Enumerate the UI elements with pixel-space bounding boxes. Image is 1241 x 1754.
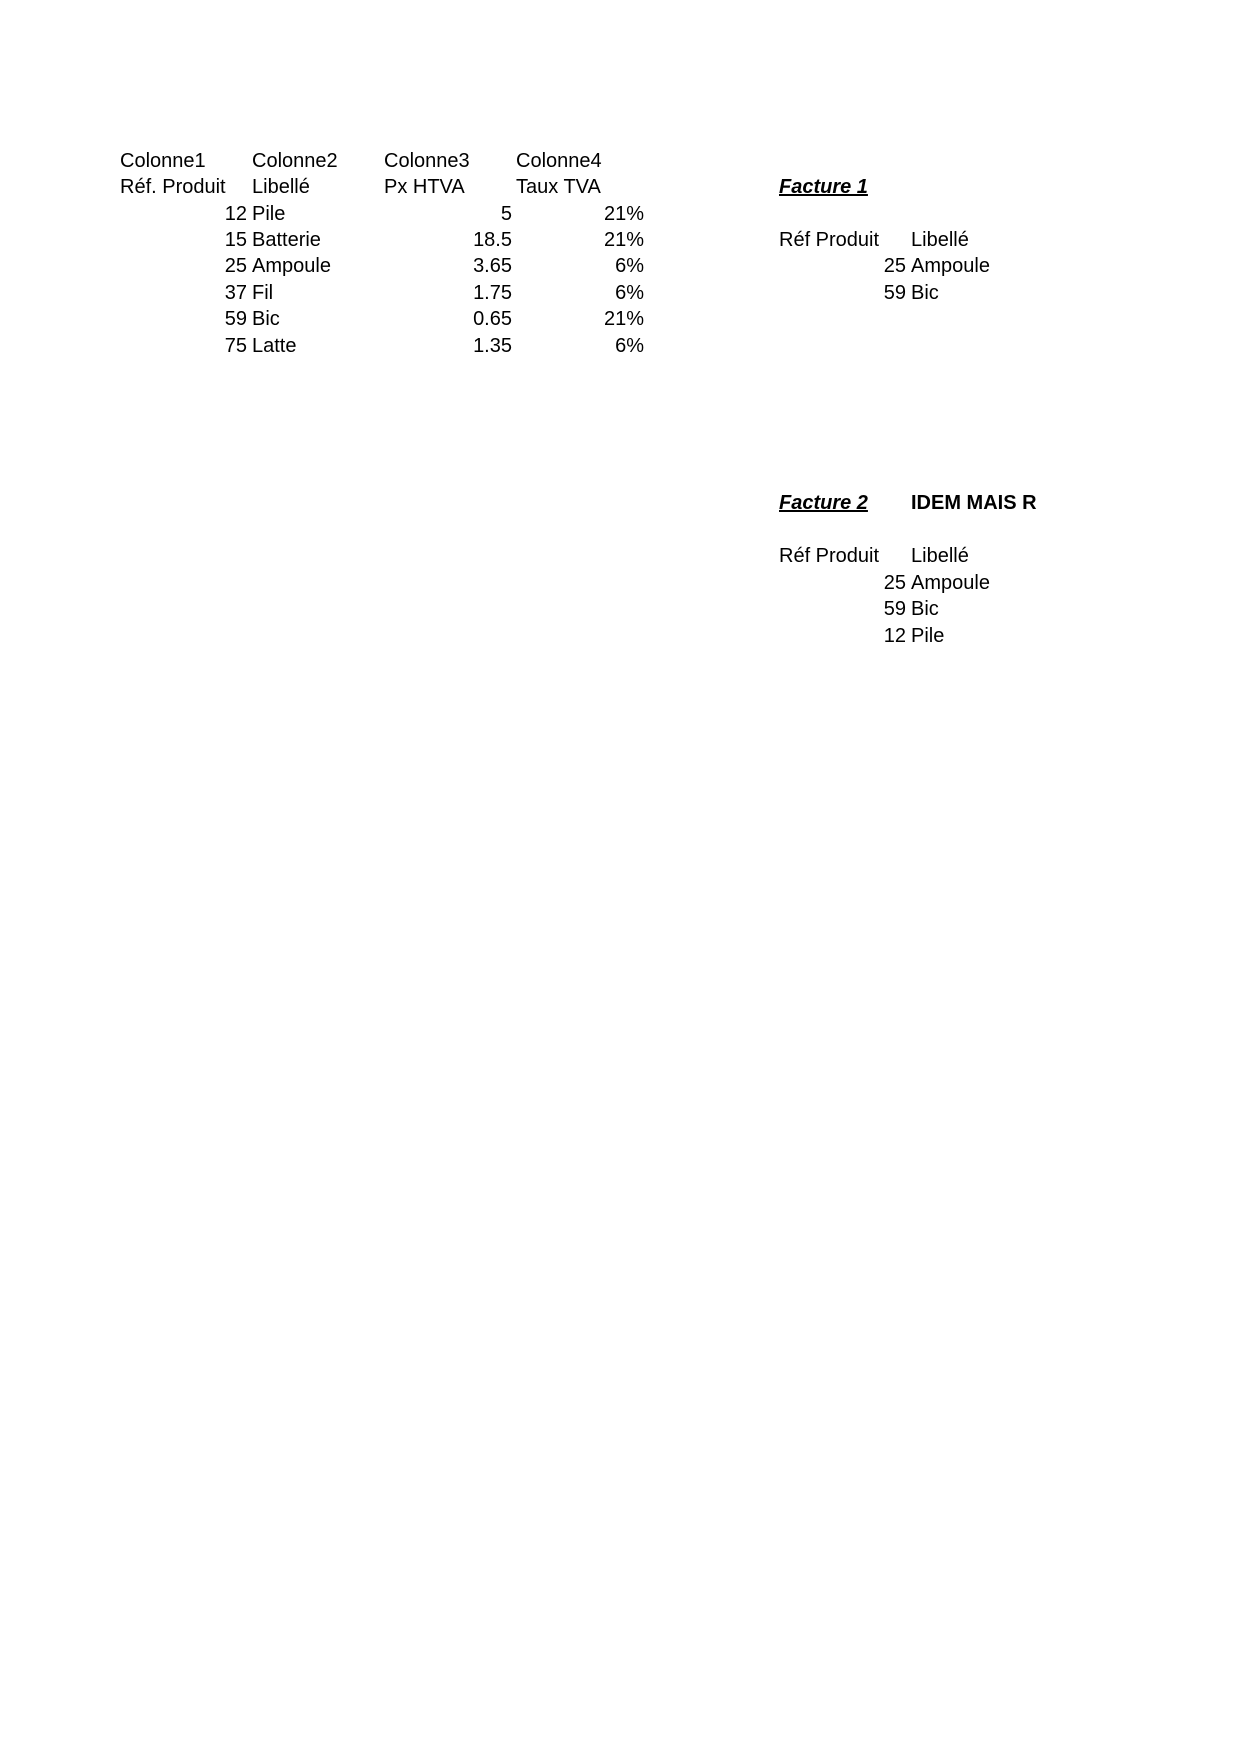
product-ref: 59 [224,308,247,330]
invoice2-label: Bic [911,598,939,620]
product-ref: 12 [224,203,247,225]
invoice2-header-ref: Réf Produit [779,545,880,567]
product-ref: 15 [224,229,247,251]
invoice2-title: Facture 2 [779,492,868,514]
header-libelle: Libellé [252,176,310,198]
product-vat: 21% [603,308,644,330]
invoice2-header-libelle: Libellé [911,545,969,567]
invoice1-header-ref: Réf Produit [779,229,880,251]
header-taux-tva: Taux TVA [516,176,601,198]
invoice2-note: IDEM MAIS R [911,492,1037,514]
column-name-4: Colonne4 [516,150,602,172]
product-ref: 75 [224,335,247,357]
product-label: Ampoule [252,255,331,277]
invoice1-header-libelle: Libellé [911,229,969,251]
column-name-2: Colonne2 [252,150,338,172]
product-price: 1.35 [473,335,512,357]
column-name-1: Colonne1 [120,150,206,172]
product-price: 5 [500,203,512,225]
column-name-3: Colonne3 [384,150,470,172]
header-px-htva: Px HTVA [384,176,465,198]
invoice2-label: Ampoule [911,572,990,594]
invoice1-ref: 59 [883,282,906,304]
product-label: Batterie [252,229,321,251]
header-ref-produit: Réf. Produit [120,176,226,198]
invoice2-ref: 25 [883,572,906,594]
product-label: Latte [252,335,297,357]
product-label: Pile [252,203,286,225]
invoice2-ref: 59 [883,598,906,620]
invoice1-title: Facture 1 [779,176,868,198]
product-label: Bic [252,308,280,330]
product-ref: 37 [224,282,247,304]
product-label: Fil [252,282,274,304]
invoice2-ref: 12 [883,625,906,647]
product-price: 3.65 [473,255,512,277]
invoice1-label: Bic [911,282,939,304]
product-vat: 6% [615,255,644,277]
invoice1-ref: 25 [883,255,906,277]
product-vat: 21% [603,203,644,225]
product-vat: 6% [615,335,644,357]
product-price: 0.65 [473,308,512,330]
product-ref: 25 [224,255,247,277]
product-price: 1.75 [473,282,512,304]
invoice1-label: Ampoule [911,255,990,277]
product-vat: 6% [615,282,644,304]
product-vat: 21% [603,229,644,251]
product-price: 18.5 [473,229,512,251]
invoice2-label: Pile [911,625,945,647]
